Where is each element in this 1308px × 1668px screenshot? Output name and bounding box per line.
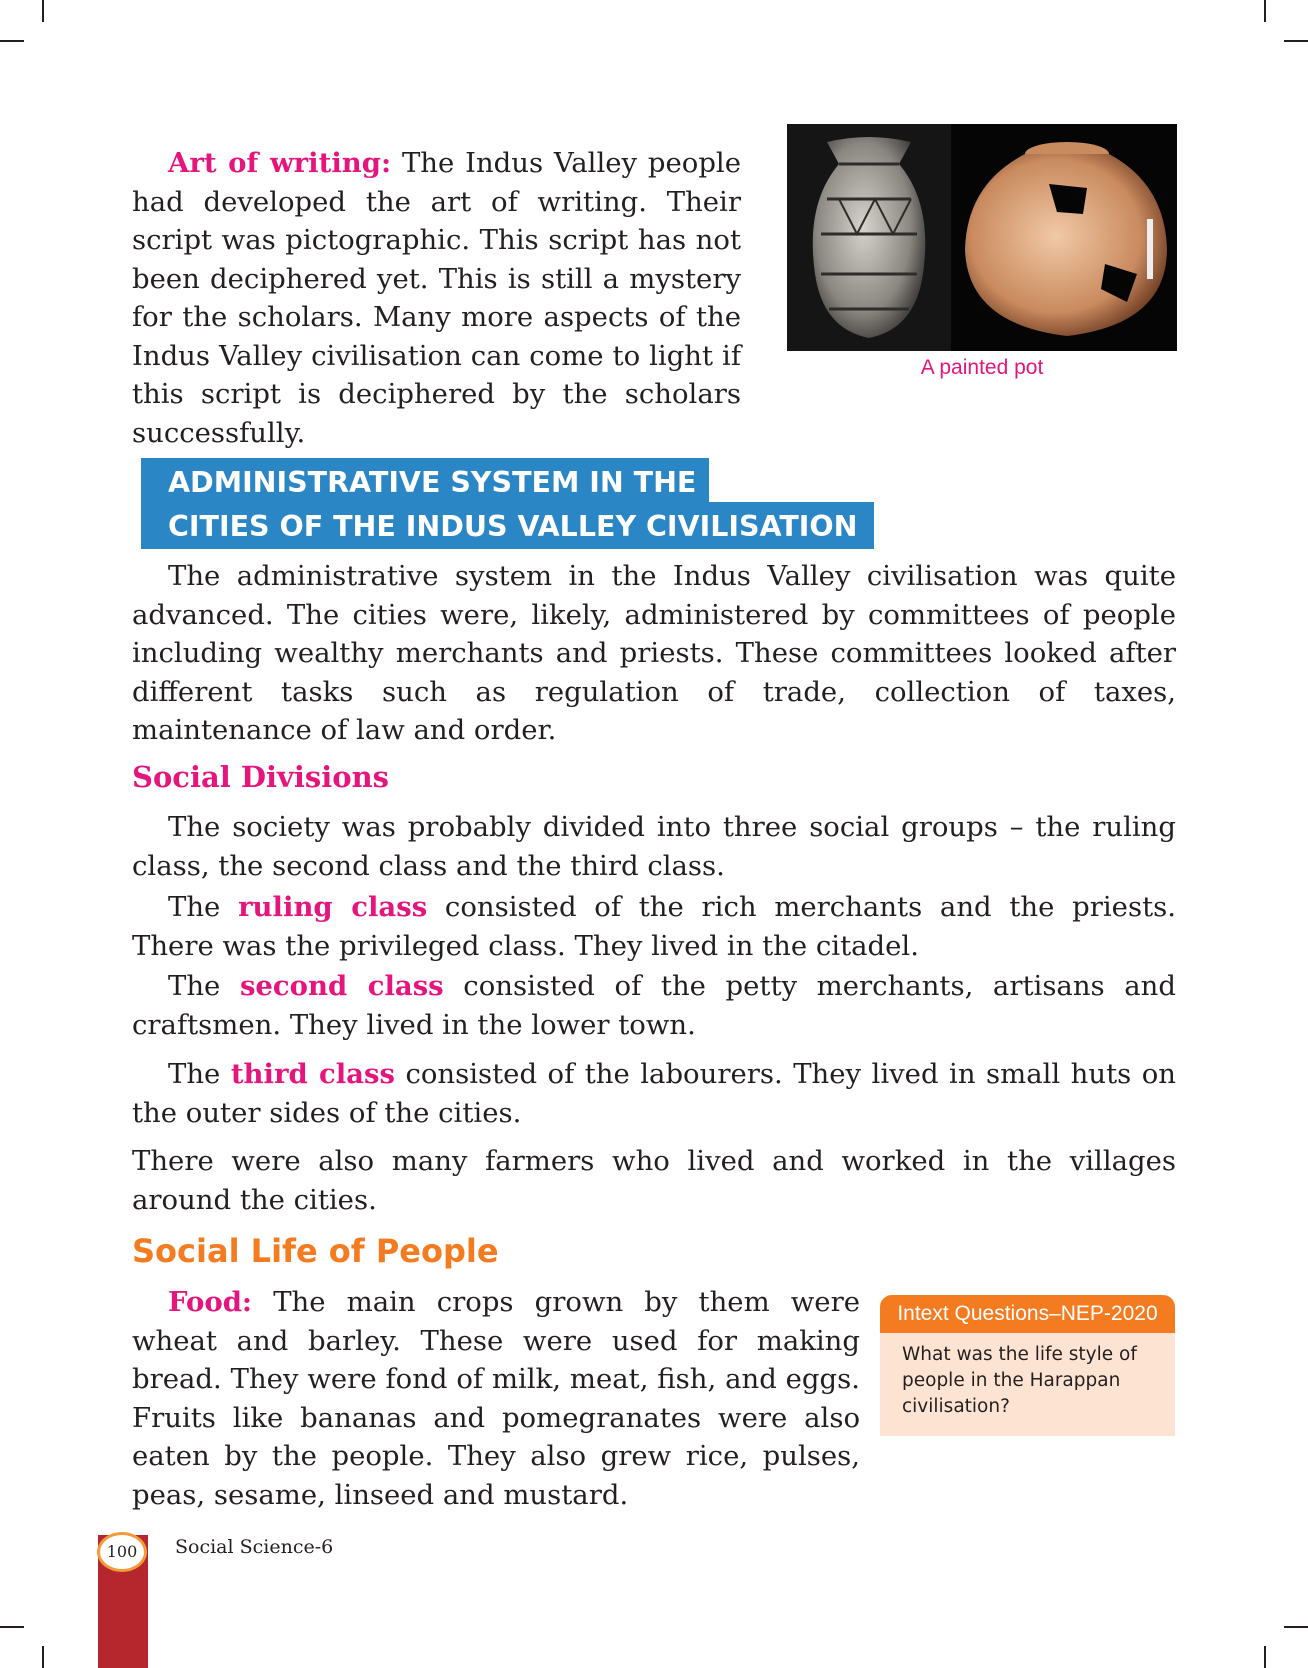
art-of-writing-paragraph xyxy=(132,144,741,452)
third-class-term: third class xyxy=(230,1058,395,1090)
second-class-term: second class xyxy=(239,970,444,1002)
second-class-paragraph: The second class consisted of the petty merchants, artisans and craftsmen. They lived in the lower town. xyxy=(132,970,1176,1041)
ruling-class-paragraph: The ruling class consisted of the rich merchants and the priests. There was the privileged class. They lived in the citadel. xyxy=(132,891,1176,962)
social-divisions-heading: Social Divisions xyxy=(132,760,389,794)
crop-mark xyxy=(1284,40,1308,42)
ruling-class-term: ruling class xyxy=(238,891,428,923)
admin-paragraph: The administrative system in the Indus Valley civilisation was quite advanced. The cities were, likely, administered by committees of people including wealthy merchants and priests. These committees looked after different tasks such as regulation of trade, collection of taxes, maintenance of law and order. xyxy=(132,560,1176,746)
art-of-writing-label: Art of writing: xyxy=(168,147,392,179)
section-banner-line2: CITIES OF THE INDUS VALLEY CIVILISATION xyxy=(168,510,858,543)
section-banner-line1: ADMINISTRATIVE SYSTEM IN THE xyxy=(168,466,697,499)
crop-mark xyxy=(1284,1626,1308,1628)
painted-pot-illustration xyxy=(787,124,1177,351)
farmers-paragraph: There were also many farmers who lived and worked in the villages around the cities. xyxy=(132,1145,1176,1216)
food-label: Food: xyxy=(168,1286,253,1318)
intext-questions-title: Intext Questions–NEP-2020 xyxy=(880,1295,1175,1333)
crop-mark xyxy=(1264,1646,1266,1668)
book-title: Social Science-6 xyxy=(175,1536,334,1558)
painted-pot-photo xyxy=(787,124,1177,351)
art-of-writing-text: The Indus Valley people had developed the art of writing. Their script was pictographic. This script has not been deciphered yet. This is still a mystery for the scholars. Many more aspects of the Indus Valley civilisation can come to light if this script is deciphered by the scholars successfully. xyxy=(132,147,741,449)
intext-question: What was the life style of people in the Harappan civilisation? xyxy=(902,1344,1137,1417)
crop-mark xyxy=(0,40,24,42)
page-number: 100 xyxy=(97,1532,147,1572)
crop-mark xyxy=(0,1626,24,1628)
figure-caption: A painted pot xyxy=(920,356,1044,379)
crop-mark xyxy=(42,0,44,22)
crop-mark xyxy=(42,1646,44,1668)
third-class-paragraph: The third class consisted of the labourers. They lived in small huts on the outer sides of the cities. xyxy=(132,1058,1176,1129)
crop-mark xyxy=(1264,0,1266,22)
intext-questions-box xyxy=(880,1333,1175,1436)
social-divisions-paragraph-1: The society was probably divided into three social groups – the ruling class, the second class and the third class. xyxy=(132,811,1176,882)
food-paragraph: Food: The main crops grown by them were wheat and barley. These were used for making bread. They were fond of milk, meat, fish, and eggs. Fruits like bananas and pomegranates were also eaten by the people. They also grew rice, pulses, peas, sesame, linseed and mustard. xyxy=(132,1286,860,1511)
social-life-heading: Social Life of People xyxy=(132,1232,499,1270)
